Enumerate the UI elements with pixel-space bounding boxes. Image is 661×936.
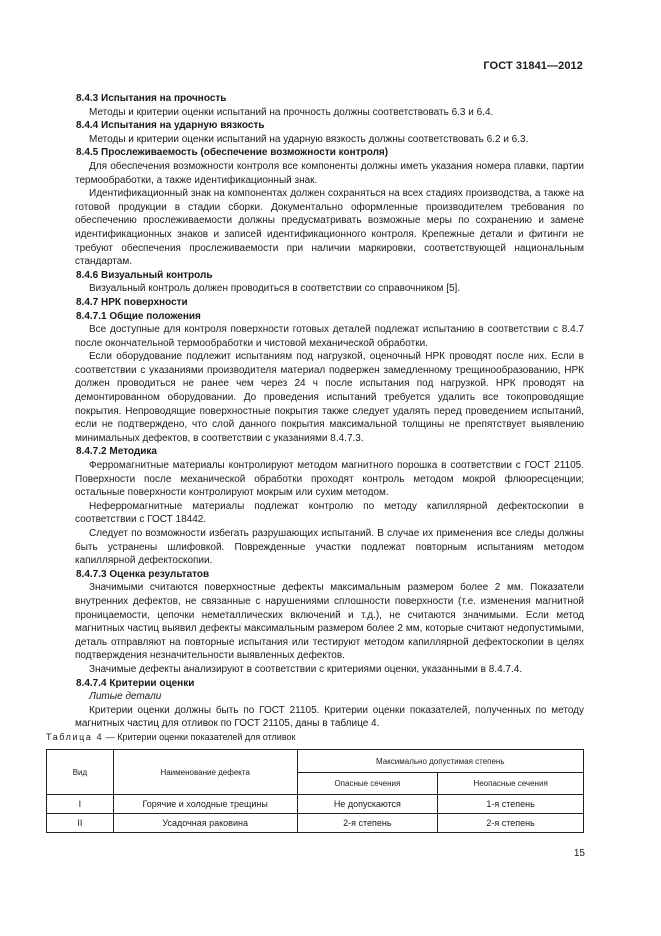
header-safe-sections: Неопасные сечения <box>438 773 584 795</box>
cell-safe: 2-я степень <box>438 814 584 833</box>
header-defect-name: Наименование дефекта <box>113 750 297 795</box>
page-number: 15 <box>573 848 585 859</box>
cell-defect-name: Горячие и холодные трещины <box>113 795 297 814</box>
paragraph: Для обеспечения возможности контроля все компоненты должны иметь указания номера плавки, партии термообработки, а также идентификационный знак. <box>75 160 584 186</box>
cell-defect-name: Усадочная раковина <box>113 814 297 833</box>
document-id: ГОСТ 31841—2012 <box>483 60 583 72</box>
paragraph: Критерии оценки должны быть по ГОСТ 21105. Критерии оценки показателей, полученных по методу магнитных частиц для отливок по ГОСТ 21105, даны в таблице 4. <box>75 704 584 730</box>
cell-safe: 1-я степень <box>438 795 584 814</box>
section-heading: 8.4.6 Визуальный контроль <box>76 269 213 281</box>
paragraph: Если оборудование подлежит испытаниям под нагрузкой, оценочный НРК проводят после них. Если в соответствии с указаниями производителя материал подвержен замедленному трещинообразованию, НРК должен проводиться не ранее чем через 24 ч после испытания под нагрузкой. НРК проводят на демонтированном оборудовании. До проведения испытаний требуется удалить все токопроводящие покрытия. Непроводящие поверхностные покрытия также следует удалять перед проведением испытаний, если не подтверждено, что слой данного покрытия максимальной толщины не препятствует выявлению минимальных дефектов, в соответствии с указаниями 8.4.7.3. <box>75 351 584 444</box>
header-dangerous-sections: Опасные сечения <box>297 773 438 795</box>
section-heading: 8.4.3 Испытания на прочность <box>76 93 227 104</box>
cell-dangerous: 2-я степень <box>297 814 438 833</box>
document-body <box>75 92 584 731</box>
header-vid: Вид <box>47 750 114 795</box>
section-heading: 8.4.7.3 Оценка результатов <box>76 568 210 580</box>
section-heading: 8.4.7.1 Общие положения <box>76 310 201 322</box>
paragraph: Методы и критерии оценки испытаний на прочность должны соответствовать 6.3 и 6.4. <box>89 106 494 118</box>
section-heading: 8.4.5 Прослеживаемость (обеспечение возможности контроля) <box>76 147 389 159</box>
paragraph: Идентификационный знак на компонентах должен сохраняться на всех стадиях производства, а также на готовой продукции в стадии сборки. Документально оформленные производителем требования по обеспечению прослеживаемости должны предусматривать возможные меры по сохранению и замене идентификационных знаков и записей идентификационного контроля. Крепежные детали и фитинги не требуют обеспечения прослеживаемости при наличии маркировки, соответствующей национальным стандартам. <box>75 188 584 268</box>
paragraph: Ферромагнитные материалы контролируют методом магнитного порошка в соответствии с ГОСТ 21105. Поверхности после механической обработки проходят контроль методом мокрой флюоресценции; остальные поверхности контролируют мокрым или сухим методом. <box>75 460 584 499</box>
header-max-degree: Максимально допустимая степень <box>297 750 584 773</box>
section-heading: 8.4.7 НРК поверхности <box>76 296 188 308</box>
paragraph: Все доступные для контроля поверхности готовых деталей подлежат испытанию в соответствии с 8.4.7 после окончательной термообработки и чистовой механической обработки. <box>75 324 584 349</box>
table-caption <box>46 732 295 742</box>
paragraph: Неферромагнитные материалы подлежат контролю по методу капиллярной дефектоскопии в соответствии с ГОСТ 18442. <box>75 500 584 526</box>
criteria-table <box>46 749 584 833</box>
table-caption-title: — Критерии оценки показателей для отливок <box>103 732 296 742</box>
paragraph: Визуальный контроль должен проводиться в соответствии со справочником [5]. <box>89 283 461 295</box>
paragraph: Значимые дефекты анализируют в соответствии с критериями оценки, указанными в 8.4.7.4. <box>89 663 523 675</box>
section-heading: 8.4.7.4 Критерии оценки <box>76 677 195 689</box>
paragraph: Методы и критерии оценки испытаний на ударную вязкость должны соответствовать 6.2 и 6.3. <box>89 133 529 145</box>
table-row <box>47 814 584 833</box>
subheading-italic: Литые детали <box>89 691 162 703</box>
paragraph: Значимыми считаются поверхностные дефекты максимальным размером более 2 мм. Показатели внутренних дефектов, не связанные с нарушениями сплошности поверхности (т.е. изменения магнитной проницаемости, цепочки неметаллических включений и т.д.), не считаются значимыми. Если метод магнитных частиц выявил дефекты максимальным размером более 2 мм, которые считают недопустимыми, деталь отправляют на повторные испытания или тестируют методом капиллярной дефектоскопии в целях подтверждения незначительности выявленных дефектов. <box>75 582 584 662</box>
section-heading: 8.4.4 Испытания на ударную вязкость <box>76 120 265 132</box>
table-caption-prefix: Таблица 4 <box>46 732 104 742</box>
section-heading: 8.4.7.2 Методика <box>76 446 157 458</box>
cell-vid: I <box>47 795 114 814</box>
table-row <box>47 795 584 814</box>
cell-dangerous: Не допускаются <box>297 795 438 814</box>
paragraph: Следует по возможности избегать разрушающих испытаний. В случае их применения все следы должны быть устранены шлифовкой. Поврежденные участки подлежат повторным испытаниям методом капиллярной дефектоскопии. <box>75 528 584 567</box>
cell-vid: II <box>47 814 114 833</box>
